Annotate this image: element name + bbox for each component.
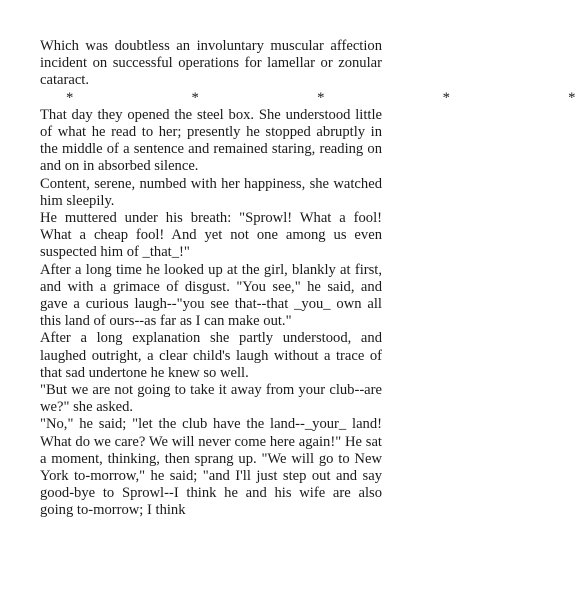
document-page xyxy=(40,38,575,520)
section-break: * * * * * xyxy=(66,89,575,106)
paragraph-4: He muttered under his breath: "Sprowl! What a fool! What a cheap fool! And yet not one among us even suspected him of _that_!" xyxy=(40,210,382,261)
paragraph-3: Content, serene, numbed with her happiness, she watched him sleepily. xyxy=(40,175,382,209)
paragraph-2: That day they opened the steel box. She understood little of what he read to her; presently he stopped abruptly in the middle of a sentence and remained staring, reading on and on in absorbed silence. xyxy=(40,106,382,175)
paragraph-5: After a long time he looked up at the girl, blankly at first, and with a grimace of disgust. "You see," he said, and gave a curious laugh--"you see that--that _you_ own all this land of ours--as far as I can make out." xyxy=(40,261,382,330)
paragraph-6: After a long explanation she partly understood, and laughed outright, a clear child's laugh without a trace of that sad undertone he knew so well. xyxy=(40,330,382,381)
paragraph-1: Which was doubtless an involuntary muscular affection incident on successful operations for lamellar or zonular cataract. xyxy=(40,38,382,89)
paragraph-8: "No," he said; "let the club have the land--_your_ land! What do we care? We will never come here again!" He sat a moment, thinking, then sprang up. "We will go to New York to-morrow," he said; "and I'll just step out and say good-bye to Sprowl--I think he and his wife are also going to-morrow; I think xyxy=(40,416,382,519)
paragraph-7: "But we are not going to take it away from your club--are we?" she asked. xyxy=(40,382,382,416)
